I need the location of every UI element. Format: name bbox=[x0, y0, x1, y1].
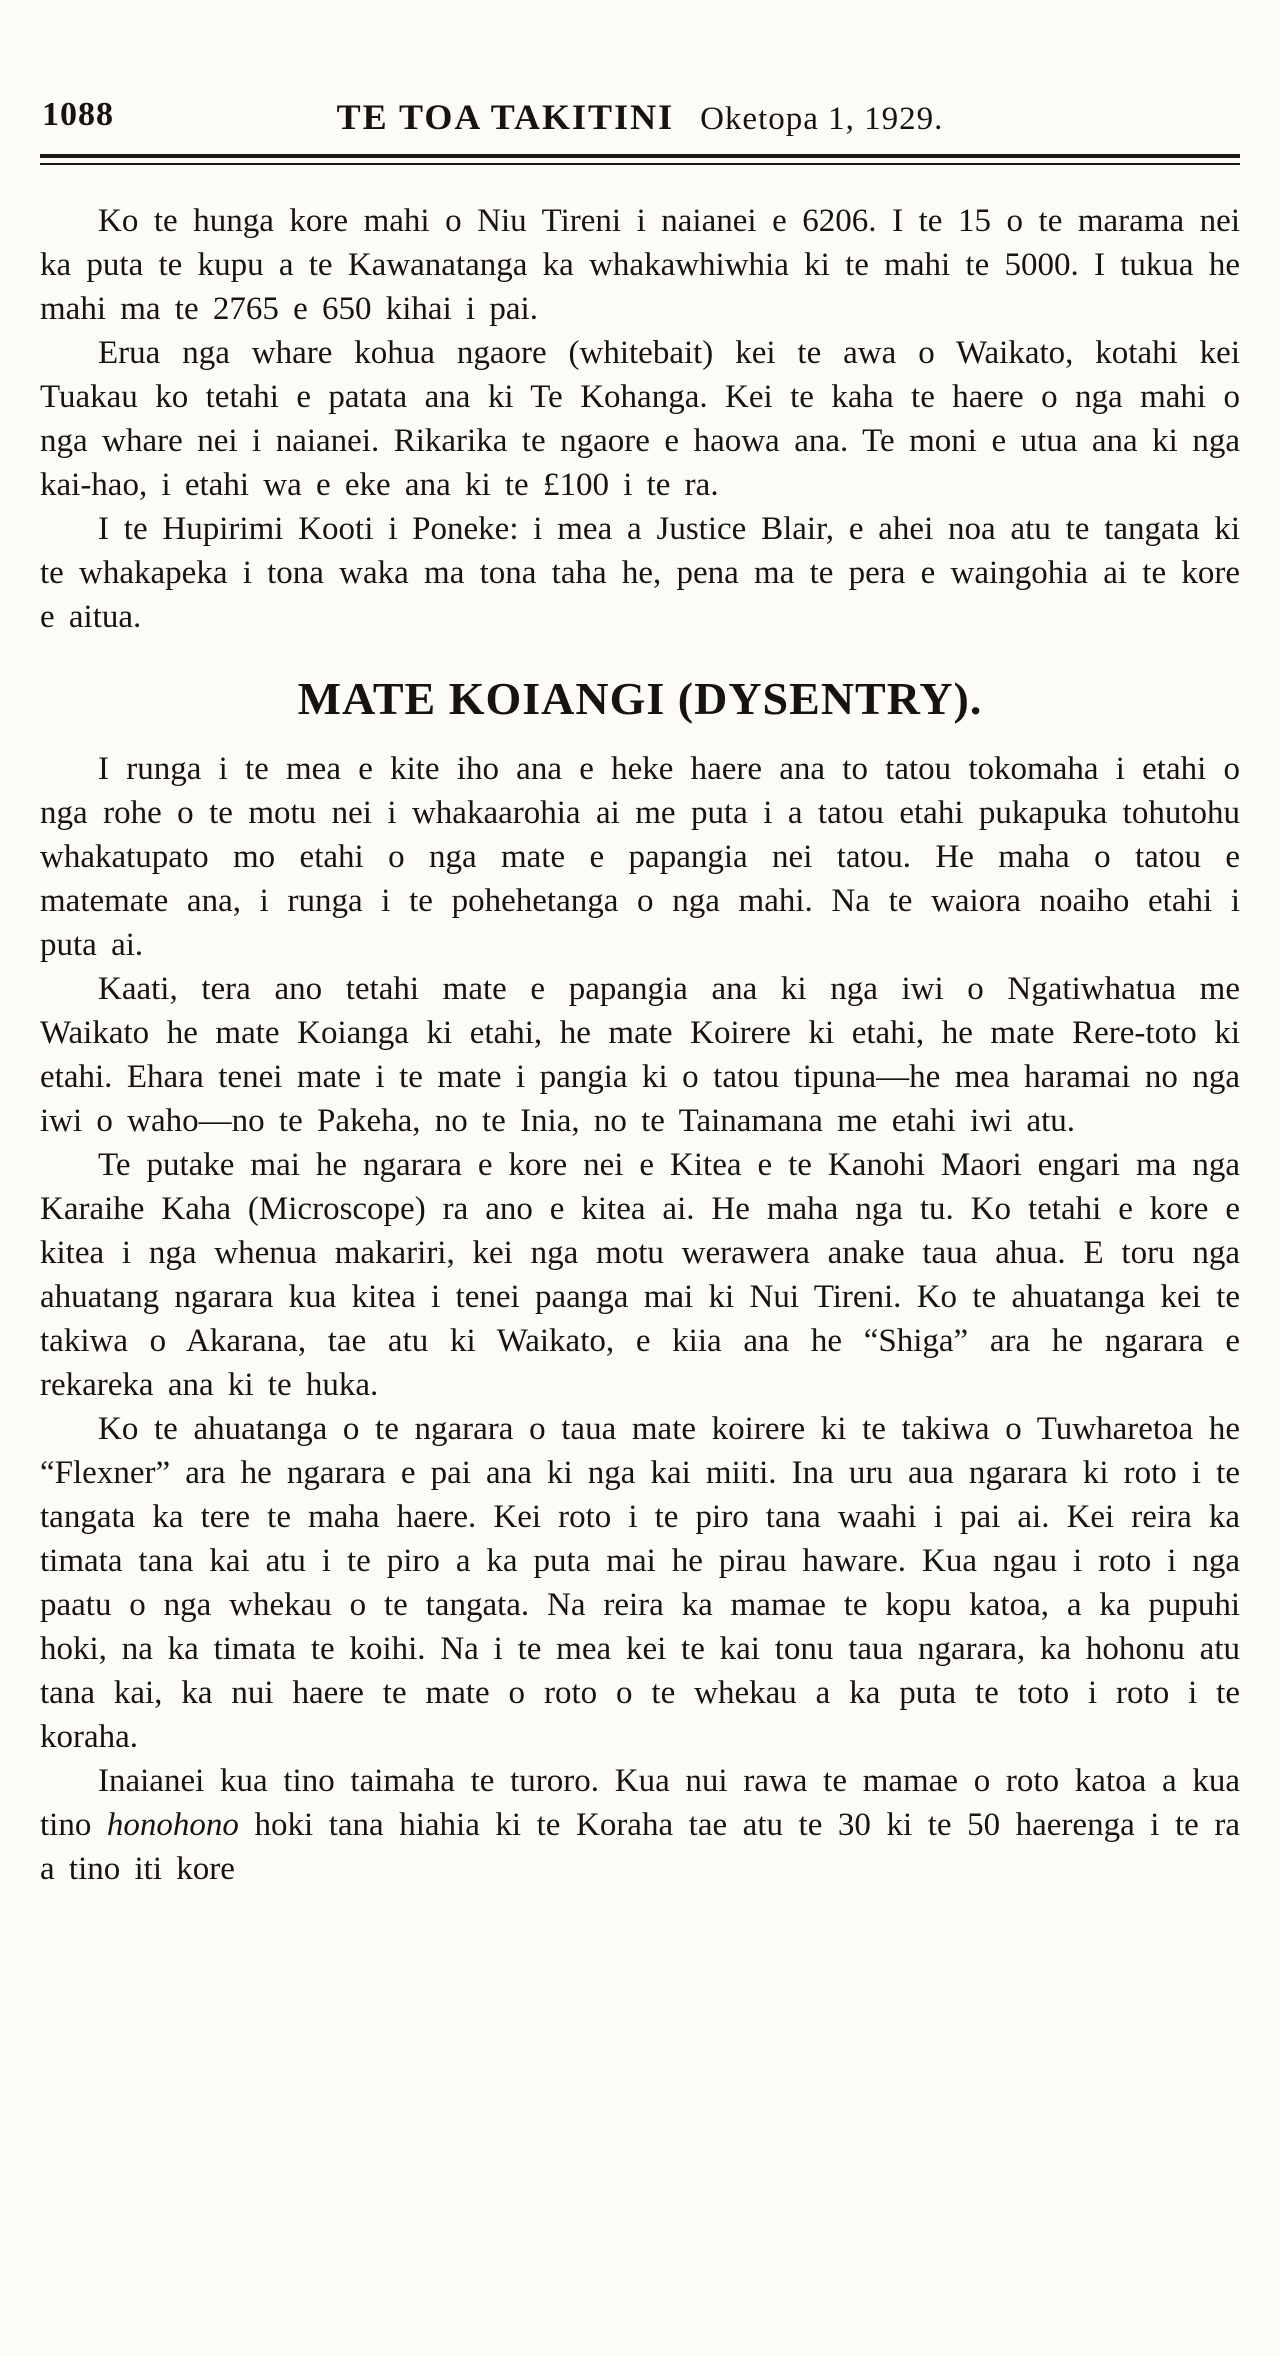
masthead bbox=[40, 96, 1240, 142]
article-closing-paragraph bbox=[40, 1759, 1240, 1891]
article-heading: MATE KOIANGI (DYSENTRY). bbox=[297, 673, 983, 724]
closing-text-after: hoki tana hiahia ki te Koraha tae atu te 30 ki te 50 haerenga i te ra a tino iti kore bbox=[40, 1807, 1241, 1887]
article-paragraph: Kaati, tera ano tetahi mate e papangia ana ki nga iwi o Ngatiwhatua me Waikato he mate Koianga ki etahi, he mate Koirere ki etahi, he mate Rere-toto ki etahi. Ehara tenei mate i te mate i pangia ki o tatou tipuna—he mea haramai no nga iwi o waho—no te Pakeha, no te Inia, no te Tainamana me etahi iwi atu. bbox=[40, 971, 1240, 1139]
article-paragraph: Ko te ahuatanga o te ngarara o taua mate koirere ki te takiwa o Tuwharetoa he “Flexner” ara he ngarara e pai ana ki nga kai miiti. Ina uru aua ngarara ki roto i te tangata ka tere te maha haere. Kei roto i te piro tana waahi i pai ai. Kei reira ka timata tana kai atu i te piro a ka puta mai he pirau haware. Kua ngau i roto i nga paatu o nga whekau o te tangata. Na reira ka mamae te kopu katoa, a ka pupuhi hoki, na ka timata te koihi. Na i te mea kei te kai tonu taua ngarara, ka hohonu atu tana kai, ka nui haere te mate o roto o te whekau a ka puta te toto i roto i te koraha. bbox=[40, 1411, 1240, 1755]
article-paragraph: I runga i te mea e kite iho ana e heke haere ana to tatou tokomaha i etahi o nga rohe o te motu nei i whakaarohia ai me puta i a tatou etahi pukapuka tohutohu whakatupato mo etahi o nga mate e papangia nei tatou. He maha o tatou e matemate ana, i runga i te pohehetanga o nga mahi. Na te waiora noaiho etahi i puta ai. bbox=[40, 751, 1240, 963]
article-paragraph: Te putake mai he ngarara e kore nei e Kitea e te Kanohi Maori engari ma nga Karaihe Kaha (Microscope) ra ano e kitea ai. He maha nga tu. Ko tetahi e kore e kitea i nga whenua makariri, kei nga motu werawera anake taua ahua. E toru nga ahuatang ngarara kua kitea i tenei paanga mai ki Nui Tireni. Ko te ahuatanga kei te takiwa o Akarana, tae atu ki Waikato, e kiia ana he “Shiga” ara he ngarara e rekareka ana ki te huka. bbox=[40, 1147, 1240, 1403]
closing-italic-word: honohono bbox=[106, 1807, 239, 1843]
intro-paragraph: I te Hupirimi Kooti i Poneke: i mea a Justice Blair, e ahei noa atu te tangata ki te whakapeka i tona waka ma tona taha he, pena ma te pera e waingohia ai te kore e aitua. bbox=[40, 511, 1240, 635]
intro-paragraph: Erua nga whare kohua ngaore (whitebait) kei te awa o Waikato, kotahi kei Tuakau ko tetahi e patata ana ki Te Kohanga. Kei te kaha te haere o nga mahi o nga whare nei i naianei. Rikarika te ngaore e haowa ana. Te moni e utua ana ki nga kai-hao, i etahi wa e eke ana ki te £100 i te ra. bbox=[40, 335, 1240, 503]
closing-text-before: Inaianei kua tino taimaha te turoro. Kua nui rawa te mamae o roto katoa a kua tino bbox=[40, 1763, 1240, 1843]
journal-title: TE TOA TAKITINI bbox=[336, 97, 675, 137]
intro-paragraph: Ko te hunga kore mahi o Niu Tireni i naianei e 6206. I te 15 o te marama nei ka puta te kupu a te Kawanatanga ka whakawhiwhia ki te mahi te 5000. I tukua he mahi ma te 2765 e 650 kihai i pai. bbox=[40, 203, 1240, 327]
masthead-title-group bbox=[337, 96, 944, 138]
issue-date: Oketopa 1, 1929. bbox=[700, 101, 944, 137]
masthead-double-rule bbox=[40, 154, 1240, 165]
page-number: 1088 bbox=[42, 96, 114, 133]
page-body bbox=[40, 199, 1240, 1891]
